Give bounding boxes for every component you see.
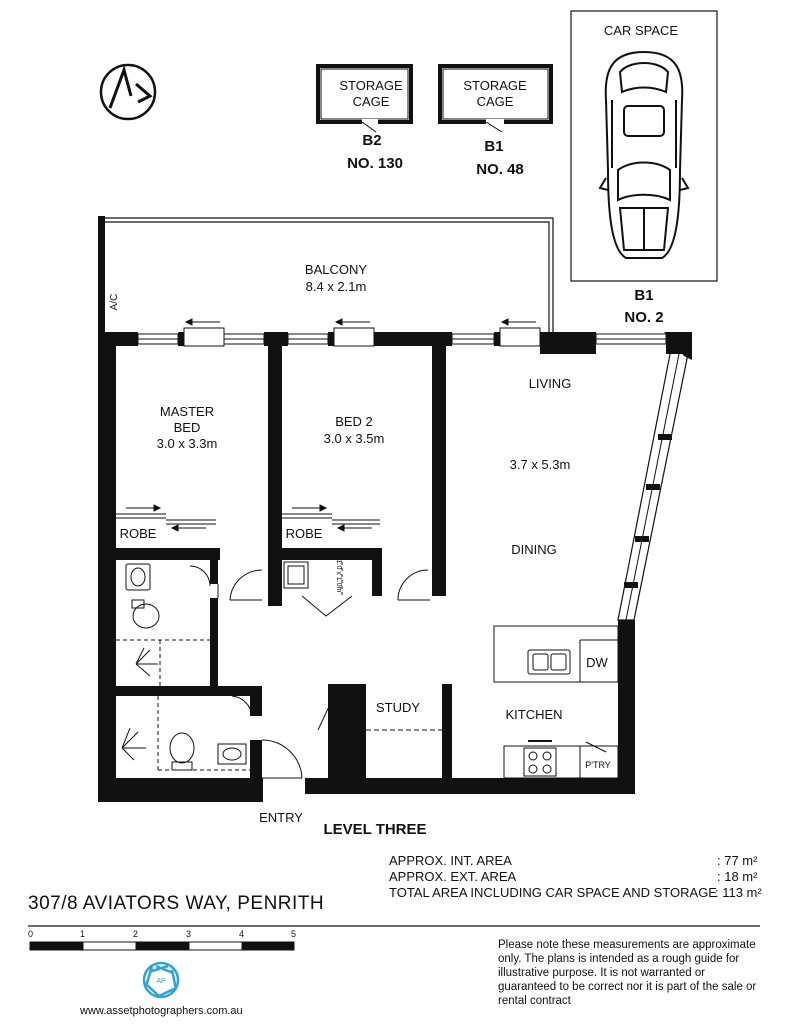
ac-label: A/C bbox=[109, 293, 120, 311]
ensuite-fixtures bbox=[116, 564, 210, 686]
pantry-label: P'TRY bbox=[585, 760, 611, 770]
car-icon bbox=[600, 52, 688, 258]
area-label-total: TOTAL AREA INCLUDING CAR SPACE AND STORAGE bbox=[389, 885, 717, 900]
scale-tick-2: 2 bbox=[133, 929, 139, 939]
balcony-size: 8.4 x 2.1m bbox=[305, 279, 367, 294]
website-link[interactable]: www.assetphotographers.com.au bbox=[80, 1005, 243, 1017]
bed2-name: BED 2 bbox=[335, 414, 373, 429]
master-bed-name: MASTER BED bbox=[159, 404, 215, 435]
disclaimer-text: Please note these measurements are approximate only. The plans is intended as a rough guide for illustrative purpose. It is not warranted or guaranteed to be correct nor it is part of the sale or rental contract bbox=[498, 939, 757, 1007]
scale-tick-4: 4 bbox=[239, 929, 245, 939]
car-space-label: CAR SPACE bbox=[603, 23, 679, 38]
laundry-size: 1.0 x 1.0m bbox=[335, 559, 342, 593]
bathroom-fixtures bbox=[122, 696, 252, 770]
kitchen-fixtures bbox=[494, 626, 618, 778]
area-value-total: : 113 m² bbox=[715, 885, 762, 900]
kitchen-label: KITCHEN bbox=[505, 707, 563, 722]
logo-text: AP bbox=[156, 978, 166, 985]
scale-tick-1: 1 bbox=[80, 929, 86, 939]
storage-b1-code: B1 bbox=[484, 138, 504, 155]
scale-tick-5: 5 bbox=[291, 929, 297, 939]
scale-tick-3: 3 bbox=[186, 929, 192, 939]
area-label-int: APPROX. INT. AREA bbox=[389, 853, 512, 868]
curtain-wall bbox=[618, 332, 692, 620]
wardrobes bbox=[116, 514, 380, 524]
storage-b2-code: B2 bbox=[362, 132, 382, 149]
linen-label: LINEN bbox=[339, 702, 350, 732]
car-space-code: B1 bbox=[634, 287, 654, 304]
sliding-door-arrows bbox=[186, 319, 536, 325]
storage-b2-label: STORAGE CAGE bbox=[339, 78, 403, 109]
level-label: LEVEL THREE bbox=[323, 821, 427, 838]
storage-b1-number: NO. 48 bbox=[476, 161, 524, 178]
bed2-size: 3.0 x 3.5m bbox=[323, 431, 385, 446]
scale-tick-0: 0 bbox=[28, 929, 34, 939]
north-arrow-icon bbox=[101, 65, 155, 119]
area-value-ext: : 18 m² bbox=[717, 869, 758, 884]
area-label-ext: APPROX. EXT. AREA bbox=[389, 869, 517, 884]
storage-b1-label: STORAGE CAGE bbox=[463, 78, 527, 109]
storage-b2-number: NO. 130 bbox=[347, 155, 403, 172]
dining-label: DINING bbox=[511, 542, 557, 557]
living-size: 3.7 x 5.3m bbox=[509, 457, 571, 472]
robe-bed2-label: ROBE bbox=[285, 526, 323, 541]
robe-master-label: ROBE bbox=[119, 526, 157, 541]
walls bbox=[98, 332, 692, 802]
car-space-number: NO. 2 bbox=[624, 309, 664, 326]
living-label: LIVING bbox=[528, 376, 572, 391]
balcony-name: BALCONY bbox=[304, 262, 368, 277]
study-label: STUDY bbox=[375, 700, 421, 715]
entry-label: ENTRY bbox=[259, 810, 303, 825]
area-value-int: : 77 m² bbox=[717, 853, 758, 868]
property-address: 307/8 AVIATORS WAY, PENRITH bbox=[28, 893, 325, 914]
dishwasher-label: DW bbox=[586, 655, 608, 670]
master-bed-size: 3.0 x 3.3m bbox=[156, 436, 218, 451]
